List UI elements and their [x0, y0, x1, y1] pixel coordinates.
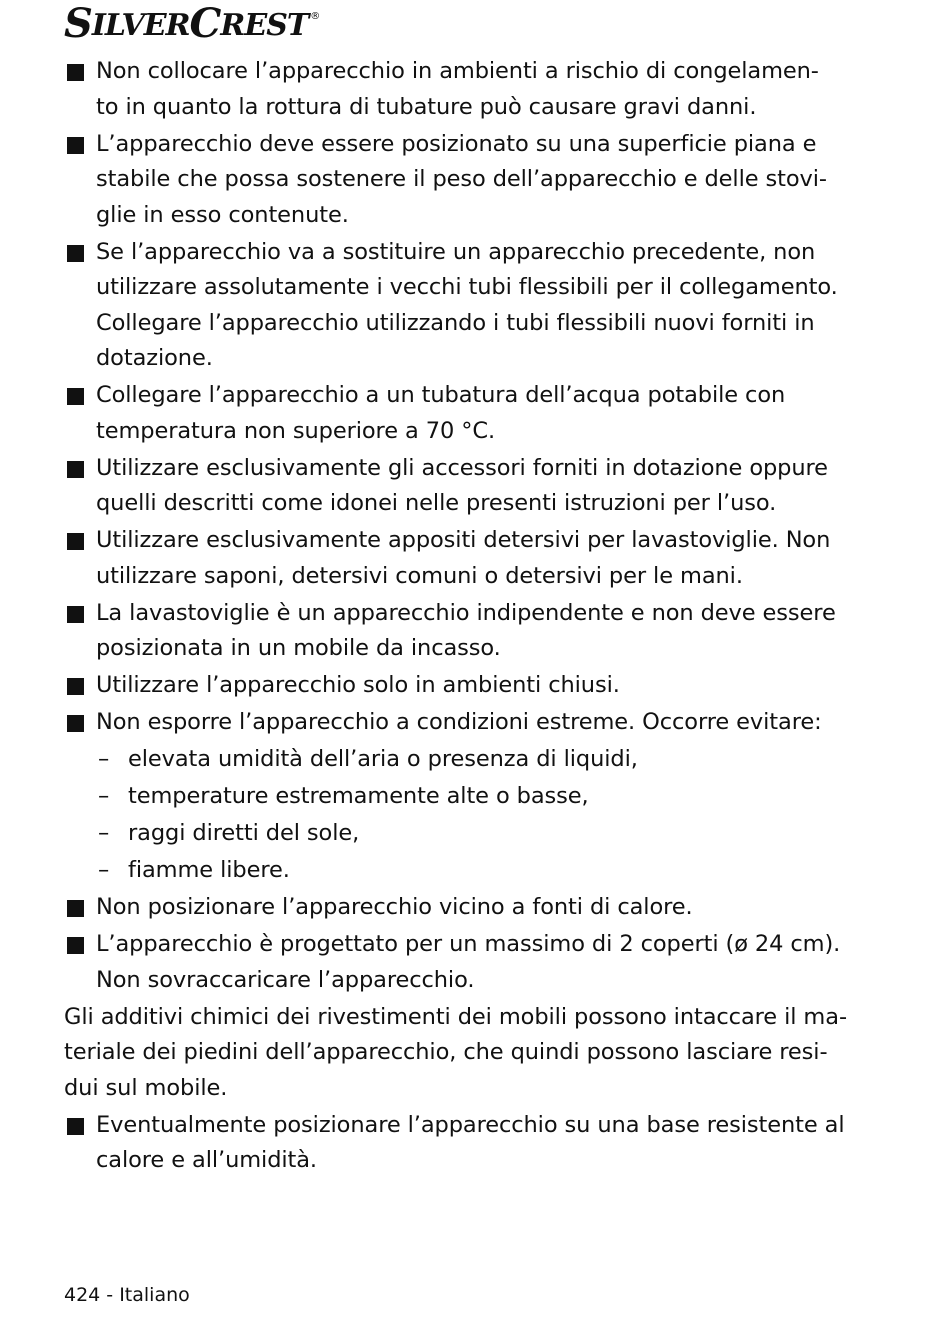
sub-item-text: fiamme libere.	[128, 857, 290, 883]
list-item	[64, 705, 864, 741]
list-item	[64, 1108, 864, 1179]
dash-bullet-icon: –	[98, 820, 110, 846]
item-line: Non sovraccaricare l’apparecchio.	[96, 966, 475, 993]
square-bullet-icon	[67, 900, 84, 917]
square-bullet-icon	[67, 64, 84, 81]
logo-rest: REST	[220, 8, 309, 43]
item-line: Non collocare l’apparecchio in ambienti a rischio di congelamen-	[96, 58, 819, 84]
item-line: Utilizzare esclusivamente appositi detersivi per lavastoviglie. Non	[96, 527, 831, 553]
sub-list-item	[64, 779, 864, 815]
item-line: Utilizzare esclusivamente gli accessori forniti in dotazione oppure	[96, 454, 828, 481]
square-bullet-icon	[67, 606, 84, 623]
list-item	[64, 523, 864, 594]
dash-bullet-icon: –	[98, 857, 110, 883]
item-line: L’apparecchio è progettato per un massimo di 2 coperti (ø 24 cm).	[96, 931, 841, 957]
item-line: L’apparecchio deve essere posizionato su una superficie piana e	[96, 130, 817, 157]
square-bullet-icon	[67, 715, 84, 732]
logo-letter-s: S	[64, 0, 92, 47]
square-bullet-icon	[67, 937, 84, 954]
dash-bullet-icon: –	[98, 783, 110, 809]
item-line: utilizzare saponi, detersivi comuni o detersivi per le mani.	[96, 562, 743, 589]
item-line: posizionata in un mobile da incasso.	[96, 635, 501, 661]
item-line: Collegare l’apparecchio utilizzando i tubi flessibili nuovi forniti in	[96, 309, 815, 336]
square-bullet-icon	[67, 137, 84, 154]
square-bullet-icon	[67, 1118, 84, 1135]
list-item	[64, 378, 864, 449]
item-line: glie in esso contenute.	[96, 201, 349, 228]
square-bullet-icon	[67, 678, 84, 695]
item-line: Eventualmente posizionare l’apparecchio su una base resistente al	[96, 1111, 845, 1138]
sub-list-item	[64, 816, 864, 852]
dash-bullet-icon: –	[98, 746, 110, 772]
list-item	[64, 451, 864, 522]
item-line: Collegare l’apparecchio a un tubatura dell’acqua potabile con	[96, 382, 786, 408]
sub-list-item	[64, 742, 864, 778]
info-paragraph	[64, 1000, 864, 1107]
square-bullet-icon	[67, 388, 84, 405]
paragraph-line: teriale dei piedini dell’apparecchio, che quindi possono lasciare resi-	[64, 1039, 828, 1065]
instructions-body	[64, 54, 864, 1180]
list-item	[64, 127, 864, 234]
list-item	[64, 596, 864, 667]
sub-item-text: elevata umidità dell’aria o presenza di liquidi,	[128, 746, 638, 772]
item-line: Non esporre l’apparecchio a condizioni estreme. Occorre evitare:	[96, 709, 822, 735]
square-bullet-icon	[67, 245, 84, 262]
item-line: calore e all’umidità.	[96, 1147, 317, 1173]
registered-mark: ®	[310, 11, 320, 22]
item-line: Se l’apparecchio va a sostituire un apparecchio precedente, non	[96, 238, 816, 265]
list-item	[64, 668, 864, 704]
sub-item-text: temperature estremamente alte o basse,	[128, 783, 589, 809]
item-line: Utilizzare l’apparecchio solo in ambienti chiusi.	[96, 672, 620, 698]
list-item	[64, 54, 864, 125]
list-item	[64, 890, 864, 926]
item-line: La lavastoviglie è un apparecchio indipendente e non deve essere	[96, 599, 836, 626]
logo-letter-c: C	[189, 0, 221, 47]
page-number: 424 - Italiano	[64, 1284, 190, 1306]
paragraph-line: Gli additivi chimici dei rivestimenti dei mobili possono intaccare il ma-	[64, 1003, 847, 1030]
item-line: utilizzare assolutamente i vecchi tubi flessibili per il collegamento.	[96, 274, 838, 300]
paragraph-line: dui sul mobile.	[64, 1074, 228, 1101]
logo-ilver: ILVER	[91, 8, 190, 43]
item-line: to in quanto la rottura di tubature può causare gravi danni.	[96, 93, 757, 120]
brand-logo	[64, 2, 319, 46]
sub-item-text: raggi diretti del sole,	[128, 820, 360, 846]
list-item	[64, 927, 864, 998]
item-line: temperatura non superiore a 70 °C.	[96, 417, 496, 444]
item-line: stabile che possa sostenere il peso dell’apparecchio e delle stovi-	[96, 166, 827, 192]
item-line: quelli descritti come idonei nelle presenti istruzioni per l’uso.	[96, 490, 777, 516]
sub-list-item	[64, 853, 864, 889]
square-bullet-icon	[67, 461, 84, 478]
square-bullet-icon	[67, 533, 84, 550]
item-line: Non posizionare l’apparecchio vicino a fonti di calore.	[96, 894, 693, 920]
item-line: dotazione.	[96, 345, 213, 371]
list-item	[64, 235, 864, 377]
